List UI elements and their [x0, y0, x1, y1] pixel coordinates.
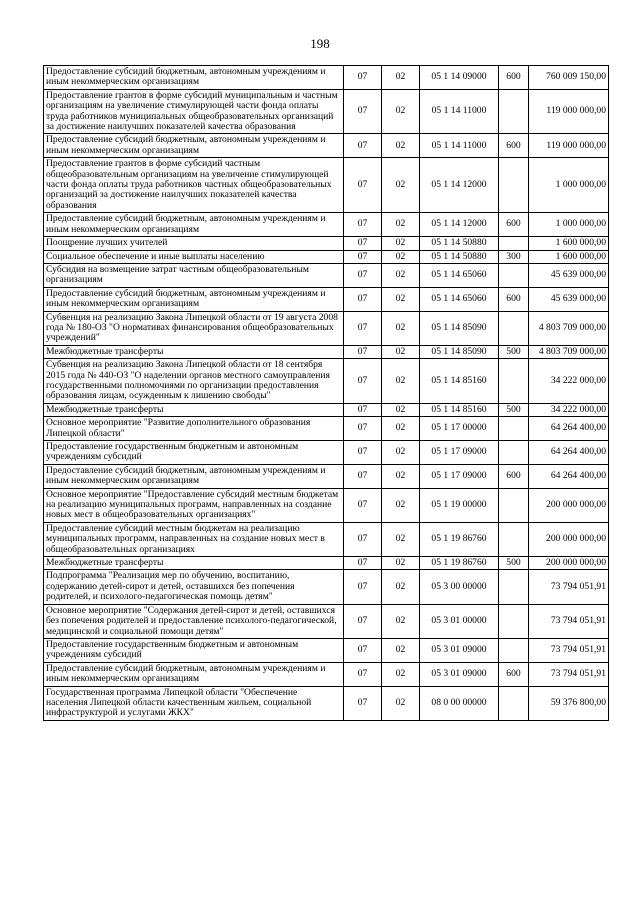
row-article: 05 1 14 09000 — [420, 66, 499, 90]
row-section: 07 — [344, 686, 382, 720]
row-name: Межбюджетные трансферты — [44, 403, 344, 416]
row-article: 05 1 19 86760 — [420, 557, 499, 570]
row-amount: 64 264 400,00 — [529, 464, 609, 488]
row-article: 05 1 14 12000 — [420, 213, 499, 237]
row-name: Предоставление субсидий бюджетным, автономным учреждениям и иным некоммерческим организациям — [44, 66, 344, 90]
row-amount: 1 600 000,00 — [529, 250, 609, 263]
row-amount: 45 639 000,00 — [529, 263, 609, 287]
row-subsection: 02 — [382, 287, 420, 311]
row-subsection: 02 — [382, 488, 420, 522]
row-subsection: 02 — [382, 464, 420, 488]
row-expense-type: 600 — [499, 287, 529, 311]
row-article: 05 3 00 00000 — [420, 570, 499, 604]
row-article: 05 1 14 65060 — [420, 263, 499, 287]
row-amount: 64 264 400,00 — [529, 441, 609, 465]
row-expense-type — [499, 417, 529, 441]
row-subsection: 02 — [382, 263, 420, 287]
row-subsection: 02 — [382, 250, 420, 263]
row-name: Предоставление государственным бюджетным и автономным учреждениям субсидий — [44, 441, 344, 465]
row-expense-type — [499, 89, 529, 134]
row-article: 05 1 14 85160 — [420, 403, 499, 416]
row-subsection: 02 — [382, 570, 420, 604]
table-row — [44, 638, 609, 662]
row-subsection: 02 — [382, 557, 420, 570]
table-row — [44, 464, 609, 488]
row-expense-type: 600 — [499, 213, 529, 237]
table-row — [44, 557, 609, 570]
row-section: 07 — [344, 464, 382, 488]
row-expense-type: 600 — [499, 134, 529, 158]
table-row — [44, 359, 609, 404]
table-row — [44, 66, 609, 90]
table-row — [44, 89, 609, 134]
row-subsection: 02 — [382, 66, 420, 90]
row-article: 05 1 14 85090 — [420, 311, 499, 345]
row-section: 07 — [344, 66, 382, 90]
row-subsection: 02 — [382, 522, 420, 556]
row-amount: 1 000 000,00 — [529, 158, 609, 213]
row-name: Субвенция на реализацию Закона Липецкой области от 19 августа 2008 года № 180-ОЗ "О нормативах финансирования общеобразовательных учреждений" — [44, 311, 344, 345]
row-name: Государственная программа Липецкой области "Обеспечение населения Липецкой области качественным жильем, социальной инфраструктурой и услугами ЖКХ" — [44, 686, 344, 720]
row-section: 07 — [344, 662, 382, 686]
row-article: 05 1 14 11000 — [420, 134, 499, 158]
row-expense-type: 600 — [499, 66, 529, 90]
row-amount: 4 803 709 000,00 — [529, 311, 609, 345]
row-article: 05 1 19 00000 — [420, 488, 499, 522]
row-subsection: 02 — [382, 417, 420, 441]
row-name: Социальное обеспечение и иные выплаты населению — [44, 250, 344, 263]
row-name: Предоставление субсидий бюджетным, автономным учреждениям и иным некоммерческим организациям — [44, 213, 344, 237]
table-row — [44, 522, 609, 556]
table-row — [44, 417, 609, 441]
row-section: 07 — [344, 237, 382, 250]
row-section: 07 — [344, 403, 382, 416]
row-section: 07 — [344, 213, 382, 237]
table-row — [44, 570, 609, 604]
row-section: 07 — [344, 250, 382, 263]
row-subsection: 02 — [382, 686, 420, 720]
row-subsection: 02 — [382, 134, 420, 158]
row-expense-type — [499, 441, 529, 465]
row-name: Предоставление субсидий бюджетным, автономным учреждениям и иным некоммерческим организациям — [44, 464, 344, 488]
row-name: Субсидия на возмещение затрат частным общеобразовательным организациям — [44, 263, 344, 287]
row-article: 08 0 00 00000 — [420, 686, 499, 720]
row-article: 05 1 14 50880 — [420, 237, 499, 250]
row-amount: 73 794 051,91 — [529, 638, 609, 662]
row-name: Основное мероприятие "Предоставление субсидий местным бюджетам на реализацию муниципальных программ, направленных на создание новых мест в общеобразовательных организациях" — [44, 488, 344, 522]
row-subsection: 02 — [382, 359, 420, 404]
budget-table — [43, 65, 609, 721]
row-expense-type — [499, 488, 529, 522]
row-amount: 1 000 000,00 — [529, 213, 609, 237]
row-section: 07 — [344, 359, 382, 404]
row-section: 07 — [344, 311, 382, 345]
row-amount: 760 009 150,00 — [529, 66, 609, 90]
row-expense-type — [499, 311, 529, 345]
row-amount: 34 222 000,00 — [529, 359, 609, 404]
row-article: 05 1 14 85090 — [420, 345, 499, 358]
row-section: 07 — [344, 488, 382, 522]
row-amount: 200 000 000,00 — [529, 488, 609, 522]
row-amount: 4 803 709 000,00 — [529, 345, 609, 358]
table-row — [44, 311, 609, 345]
row-amount: 73 794 051,91 — [529, 570, 609, 604]
row-section: 07 — [344, 570, 382, 604]
table-row — [44, 488, 609, 522]
row-section: 07 — [344, 557, 382, 570]
row-name: Предоставление субсидий бюджетным, автономным учреждениям и иным некоммерческим организациям — [44, 134, 344, 158]
table-row — [44, 345, 609, 358]
row-expense-type: 600 — [499, 662, 529, 686]
row-section: 07 — [344, 287, 382, 311]
row-article: 05 1 14 12000 — [420, 158, 499, 213]
row-expense-type — [499, 638, 529, 662]
row-expense-type — [499, 686, 529, 720]
row-article: 05 1 17 09000 — [420, 441, 499, 465]
row-subsection: 02 — [382, 89, 420, 134]
row-expense-type — [499, 158, 529, 213]
row-article: 05 3 01 09000 — [420, 638, 499, 662]
row-name: Основное мероприятие "Содержания детей-сирот и детей, оставшихся без попечения родителей и предоставление психолого-педагогической, медицинской и социальной помощи детям" — [44, 604, 344, 638]
row-subsection: 02 — [382, 213, 420, 237]
row-expense-type: 500 — [499, 403, 529, 416]
table-row — [44, 134, 609, 158]
row-article: 05 3 01 00000 — [420, 604, 499, 638]
table-row — [44, 403, 609, 416]
row-expense-type — [499, 359, 529, 404]
table-row — [44, 158, 609, 213]
row-name: Предоставление субсидий бюджетным, автономным учреждениям и иным некоммерческим организациям — [44, 662, 344, 686]
row-expense-type: 600 — [499, 464, 529, 488]
row-section: 07 — [344, 638, 382, 662]
row-expense-type: 500 — [499, 557, 529, 570]
table-row — [44, 263, 609, 287]
row-expense-type: 500 — [499, 345, 529, 358]
row-subsection: 02 — [382, 638, 420, 662]
row-subsection: 02 — [382, 237, 420, 250]
row-article: 05 3 01 09000 — [420, 662, 499, 686]
table-row — [44, 604, 609, 638]
table-row — [44, 287, 609, 311]
row-amount: 73 794 051,91 — [529, 604, 609, 638]
table-row — [44, 237, 609, 250]
row-expense-type — [499, 570, 529, 604]
row-amount: 59 376 800,00 — [529, 686, 609, 720]
row-name: Субвенция на реализацию Закона Липецкой области от 18 сентября 2015 года № 440-ОЗ "О наделении органов местного самоуправления государственными полномочиями по организации предоставления образования лицам, осужденным к лишению свободы" — [44, 359, 344, 404]
row-amount: 34 222 000,00 — [529, 403, 609, 416]
row-article: 05 1 19 86760 — [420, 522, 499, 556]
row-amount: 64 264 400,00 — [529, 417, 609, 441]
row-section: 07 — [344, 158, 382, 213]
row-section: 07 — [344, 522, 382, 556]
row-expense-type — [499, 263, 529, 287]
table-row — [44, 441, 609, 465]
row-article: 05 1 17 00000 — [420, 417, 499, 441]
row-name: Поощрение лучших учителей — [44, 237, 344, 250]
row-name: Межбюджетные трансферты — [44, 345, 344, 358]
row-name: Предоставление государственным бюджетным и автономным учреждениям субсидий — [44, 638, 344, 662]
row-amount: 119 000 000,00 — [529, 89, 609, 134]
row-amount: 119 000 000,00 — [529, 134, 609, 158]
row-subsection: 02 — [382, 158, 420, 213]
row-name: Основное мероприятие "Развитие дополнительного образования Липецкой области" — [44, 417, 344, 441]
row-article: 05 1 14 50880 — [420, 250, 499, 263]
page-number: 198 — [310, 36, 330, 51]
row-name: Подпрограмма "Реализация мер по обучению, воспитанию, содержанию детей-сирот и детей, оставшихся без попечения родителей, и психолого-педагогическая помощь детям" — [44, 570, 344, 604]
row-subsection: 02 — [382, 311, 420, 345]
row-amount: 73 794 051,91 — [529, 662, 609, 686]
row-subsection: 02 — [382, 441, 420, 465]
row-section: 07 — [344, 345, 382, 358]
row-expense-type — [499, 604, 529, 638]
row-subsection: 02 — [382, 662, 420, 686]
row-article: 05 1 14 85160 — [420, 359, 499, 404]
row-expense-type — [499, 522, 529, 556]
budget-table-body — [44, 66, 609, 721]
table-row — [44, 250, 609, 263]
row-subsection: 02 — [382, 604, 420, 638]
row-article: 05 1 14 11000 — [420, 89, 499, 134]
row-name: Межбюджетные трансферты — [44, 557, 344, 570]
table-row — [44, 662, 609, 686]
row-article: 05 1 17 09000 — [420, 464, 499, 488]
row-name: Предоставление грантов в форме субсидий частным общеобразовательным организациям на увеличение стимулирующей части фонда оплаты труда работников частных общеобразовательных организаций за достижение наилучших показателей качества образования — [44, 158, 344, 213]
row-section: 07 — [344, 441, 382, 465]
row-subsection: 02 — [382, 345, 420, 358]
row-expense-type: 300 — [499, 250, 529, 263]
row-name: Предоставление субсидий бюджетным, автономным учреждениям и иным некоммерческим организациям — [44, 287, 344, 311]
row-expense-type — [499, 237, 529, 250]
row-section: 07 — [344, 604, 382, 638]
row-amount: 200 000 000,00 — [529, 522, 609, 556]
row-section: 07 — [344, 134, 382, 158]
row-section: 07 — [344, 89, 382, 134]
table-row — [44, 686, 609, 720]
row-name: Предоставление субсидий местным бюджетам на реализацию муниципальных программ, направленных на создание новых мест в общеобразовательных организациях — [44, 522, 344, 556]
row-section: 07 — [344, 417, 382, 441]
row-section: 07 — [344, 263, 382, 287]
row-article: 05 1 14 65060 — [420, 287, 499, 311]
row-amount: 1 600 000,00 — [529, 237, 609, 250]
table-row — [44, 213, 609, 237]
row-name: Предоставление грантов в форме субсидий муниципальным и частным организациям на увеличение стимулирующей части фонда оплаты труда работников муниципальных общеобразовательных организаций за достижение наилучших показателей качества образования — [44, 89, 344, 134]
row-amount: 45 639 000,00 — [529, 287, 609, 311]
row-amount: 200 000 000,00 — [529, 557, 609, 570]
row-subsection: 02 — [382, 403, 420, 416]
